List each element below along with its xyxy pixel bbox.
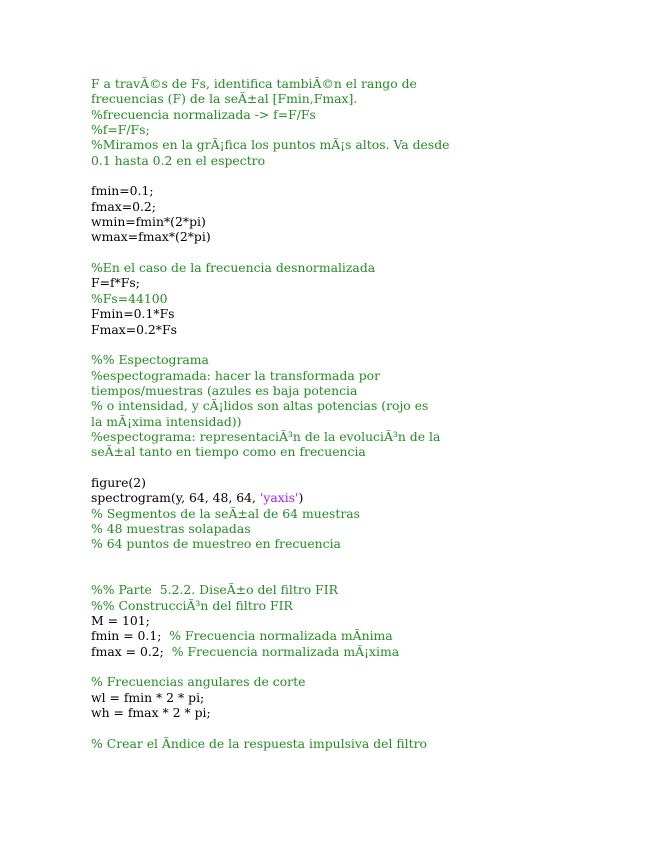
comment-text: tiempos/muestras (azules es baja potencia xyxy=(91,382,358,398)
blank-line xyxy=(91,168,651,183)
code-line xyxy=(91,153,651,168)
comment-text: la mÃ¡xima intensidad)) xyxy=(91,413,242,429)
code-line xyxy=(91,291,651,306)
code-line xyxy=(91,613,651,628)
code-line xyxy=(91,383,651,398)
matlab-code-listing xyxy=(91,76,651,751)
code-line xyxy=(91,414,651,429)
code-text: wh = fmax * 2 * pi; xyxy=(91,705,211,721)
code-text: fmin=0.1; xyxy=(91,183,154,199)
code-line xyxy=(91,260,651,275)
code-line xyxy=(91,506,651,521)
code-text: fmax = 0.2; xyxy=(91,643,172,659)
comment-text: %espectogramada: hacer la transformada por xyxy=(91,367,381,383)
code-line xyxy=(91,705,651,720)
comment-text: % 48 muestras solapadas xyxy=(91,520,251,536)
code-text: F=f*Fs; xyxy=(91,275,140,291)
code-line xyxy=(91,91,651,106)
code-text: wmin=fmin*(2*pi) xyxy=(91,214,206,230)
code-line xyxy=(91,736,651,751)
comment-text: 0.1 hasta 0.2 en el espectro xyxy=(91,152,266,168)
code-line xyxy=(91,644,651,659)
code-line xyxy=(91,322,651,337)
comment-text: % Segmentos de la seÃ±al de 64 muestras xyxy=(91,505,361,521)
blank-line xyxy=(91,567,651,582)
blank-line xyxy=(91,460,651,475)
comment-text: % Crear el Ãndice de la respuesta impulsiva del filtro xyxy=(91,735,427,751)
code-text: fmax=0.2; xyxy=(91,198,156,214)
code-text: Fmax=0.2*Fs xyxy=(91,321,177,337)
inline-comment: % Frecuencia normalizada mÃ¡xima xyxy=(171,643,400,659)
comment-text: % 64 puntos de muestreo en frecuencia xyxy=(91,536,341,552)
code-text: ) xyxy=(298,490,304,506)
blank-line xyxy=(91,337,651,352)
code-line xyxy=(91,582,651,597)
comment-text: %f=F/Fs; xyxy=(91,122,150,138)
code-line xyxy=(91,475,651,490)
code-line xyxy=(91,598,651,613)
code-line xyxy=(91,490,651,505)
code-line xyxy=(91,107,651,122)
code-text: wl = fmin * 2 * pi; xyxy=(91,689,205,705)
code-line xyxy=(91,76,651,91)
code-line xyxy=(91,628,651,643)
string-literal: 'yaxis' xyxy=(259,490,299,506)
code-text: figure(2) xyxy=(91,474,146,490)
comment-text: %En el caso de la frecuencia desnormalizada xyxy=(91,260,376,276)
comment-text: %espectograma: representaciÃ³n de la evoluciÃ³n de la xyxy=(91,428,441,444)
code-line xyxy=(91,368,651,383)
blank-line xyxy=(91,552,651,567)
code-text: spectrogram(y, 64, 48, 64, xyxy=(91,490,260,506)
code-text: M = 101; xyxy=(91,613,150,629)
code-line xyxy=(91,306,651,321)
comment-text: %Miramos en la grÃ¡fica los puntos mÃ¡s altos. Va desde xyxy=(91,137,450,153)
code-line xyxy=(91,214,651,229)
comment-text: %frecuencia normalizada -> f=F/Fs xyxy=(91,106,316,122)
comment-text: % o intensidad, y cÃ¡lidos son altas potencias (rojo es xyxy=(91,398,429,414)
code-line xyxy=(91,137,651,152)
code-line xyxy=(91,183,651,198)
code-text: wmax=fmax*(2*pi) xyxy=(91,229,211,245)
blank-line xyxy=(91,720,651,735)
comment-text: % Frecuencias angulares de corte xyxy=(91,674,306,690)
comment-text: seÃ±al tanto en tiempo como en frecuencia xyxy=(91,444,366,460)
code-line xyxy=(91,690,651,705)
code-line xyxy=(91,444,651,459)
blank-line xyxy=(91,659,651,674)
blank-line xyxy=(91,245,651,260)
code-line xyxy=(91,122,651,137)
code-line xyxy=(91,398,651,413)
comment-text: %Fs=44100 xyxy=(91,290,168,306)
code-line xyxy=(91,536,651,551)
comment-text: F a travÃ©s de Fs, identifica tambiÃ©n el rango de xyxy=(91,76,417,91)
code-line xyxy=(91,275,651,290)
inline-comment: % Frecuencia normalizada mÃnima xyxy=(169,628,393,644)
comment-text: %% Espectograma xyxy=(91,352,209,368)
code-line xyxy=(91,352,651,367)
code-line xyxy=(91,429,651,444)
code-line xyxy=(91,521,651,536)
code-line xyxy=(91,229,651,244)
code-line xyxy=(91,674,651,689)
code-text: Fmin=0.1*Fs xyxy=(91,306,175,322)
comment-text: %% ConstrucciÃ³n del filtro FIR xyxy=(91,597,293,613)
comment-text: frecuencias (F) de la seÃ±al [Fmin,Fmax]. xyxy=(91,91,358,107)
comment-text: %% Parte 5.2.2. DiseÃ±o del filtro FIR xyxy=(91,582,339,598)
code-text: fmin = 0.1; xyxy=(91,628,170,644)
code-line xyxy=(91,199,651,214)
